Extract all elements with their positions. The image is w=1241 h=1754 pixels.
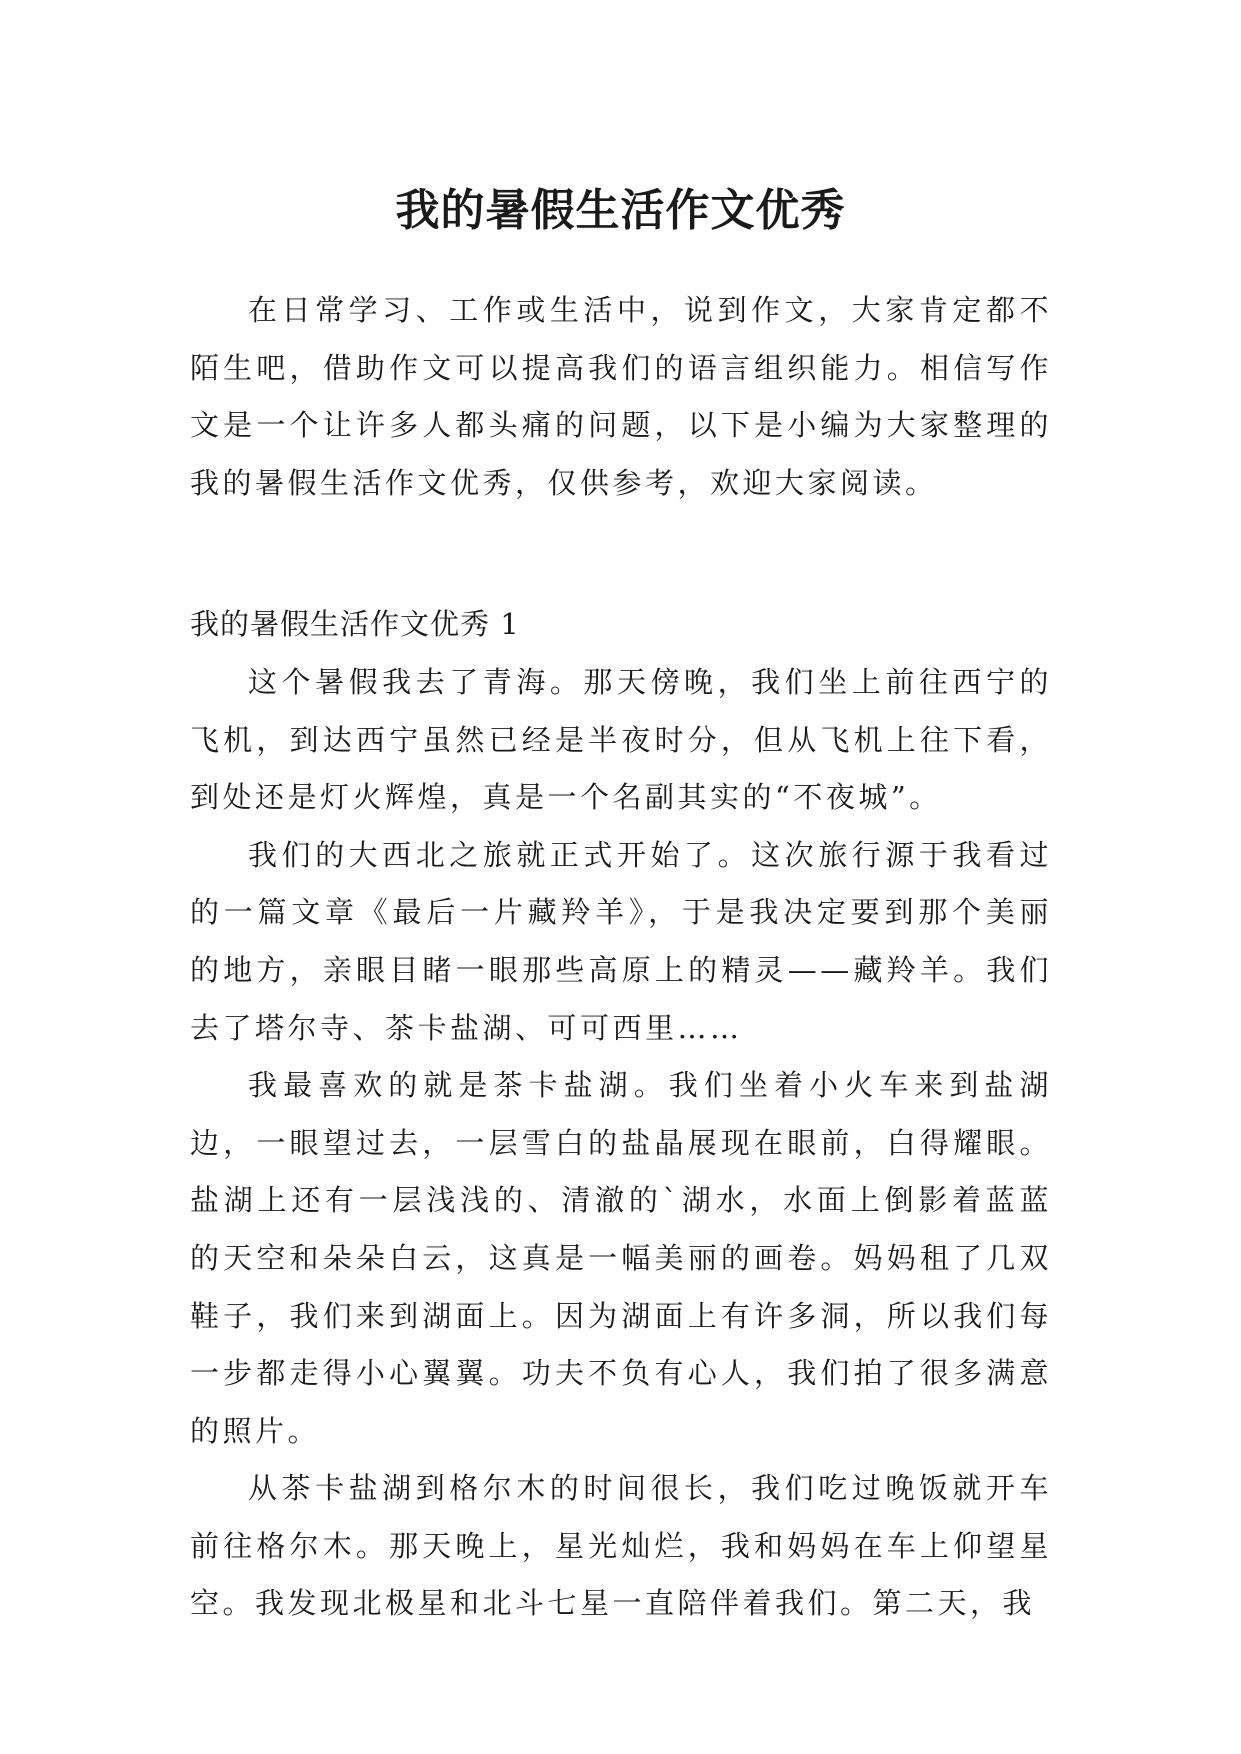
body-paragraph-4: 从茶卡盐湖到格尔木的时间很长，我们吃过晚饭就开车前往格尔木。那天晚上，星光灿烂，我和妈妈在车上仰望星空。我发现北极星和北斗七星一直陪伴着我们。第二天，我 [190,1471,1052,1621]
document-title: 我的暑假生活作文优秀 [395,185,846,237]
body-paragraph-1: 这个暑假我去了青海。那天傍晚，我们坐上前往西宁的飞机，到达西宁虽然已经是半夜时分，但从飞机上往下看，到处还是灯火辉煌，真是一个名副其实的“不夜城”。 [190,664,1052,815]
section-heading: 我的暑假生活作文优秀 1 [190,607,520,642]
document-body [190,282,1052,1633]
body-paragraph-2: 我们的大西北之旅就正式开始了。这次旅行源于我看过的一篇文章《最后一片藏羚羊》，于是我决定要到那个美丽的地方，亲眼目睹一眼那些高原上的精灵——藏羚羊。我们去了塔尔寺、茶卡盐湖、可可西里…… [190,837,1052,1045]
body-paragraph-3: 我最喜欢的就是茶卡盐湖。我们坐着小火车来到盐湖边，一眼望过去，一层雪白的盐晶展现在眼前，白得耀眼。盐湖上还有一层浅浅的、清澈的`湖水，水面上倒影着蓝蓝的天空和朵朵白云，这真是一幅美丽的画卷。妈妈租了几双鞋子，我们来到湖面上。因为湖面上有许多洞，所以我们每一步都走得小心翼翼。功夫不负有心人，我们拍了很多满意的照片。 [190,1068,1052,1448]
intro-paragraph: 在日常学习、工作或生活中，说到作文，大家肯定都不陌生吧，借助作文可以提高我们的语言组织能力。相信写作文是一个让许多人都头痛的问题，以下是小编为大家整理的我的暑假生活作文优秀，仅供参考，欢迎大家阅读。 [190,293,1052,500]
